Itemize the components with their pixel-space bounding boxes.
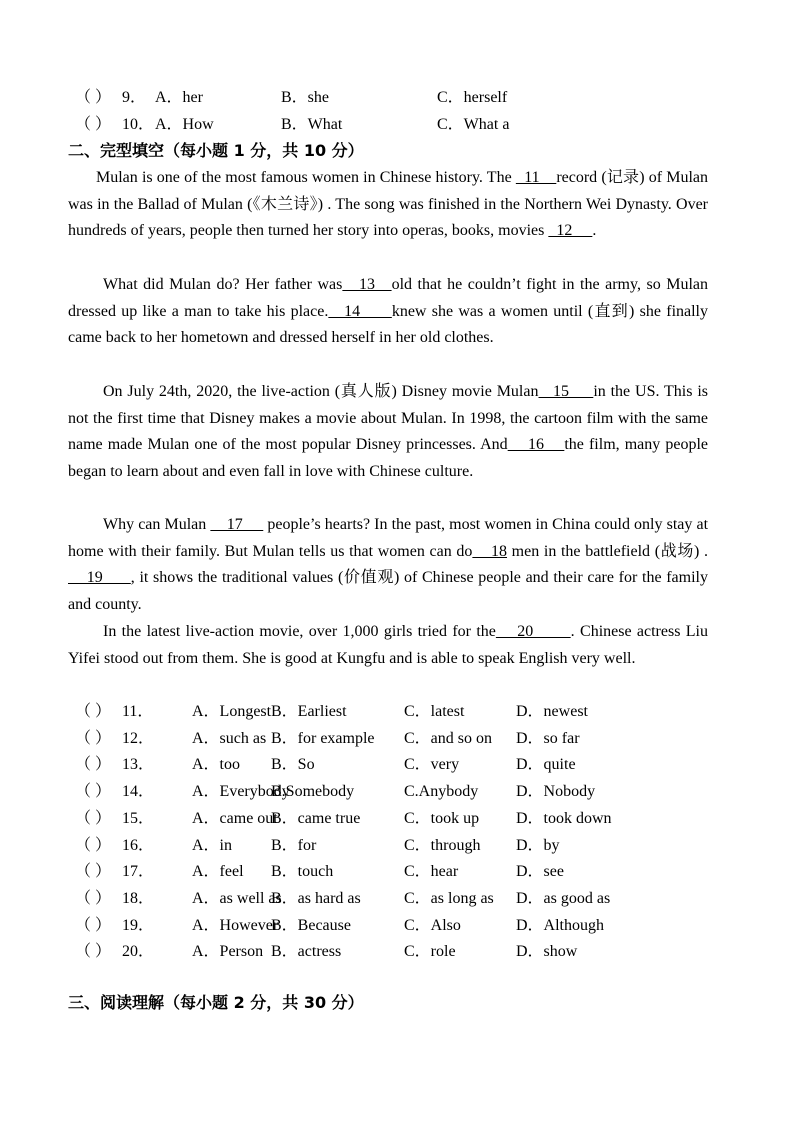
answer-paren[interactable]: （ ） <box>75 729 112 747</box>
blank-11[interactable]: 11 <box>515 169 557 186</box>
option-b[interactable]: B．Because <box>271 916 351 934</box>
blank-19[interactable]: 19 <box>68 569 131 587</box>
option-a[interactable]: A．feel <box>192 863 244 881</box>
option-b[interactable]: B．actress <box>271 943 342 961</box>
question-row <box>75 861 715 883</box>
answer-paren[interactable]: （ ） <box>75 89 112 106</box>
option-c[interactable]: C．role <box>404 943 456 961</box>
p2-text-2: old that he couldn’t fight in the army, so Mulan dressed up like a man to take his place. <box>68 276 709 320</box>
option-b[interactable]: B．she <box>281 89 330 106</box>
question-number: 18． <box>122 889 155 907</box>
option-a[interactable]: A．too <box>192 756 241 774</box>
option-d[interactable]: D．newest <box>516 703 588 720</box>
question-number: 15． <box>122 809 155 827</box>
option-b[interactable]: B．as hard as <box>271 889 361 907</box>
blank-18[interactable]: 18 <box>472 542 508 560</box>
option-a[interactable]: A．came out <box>192 809 278 827</box>
passage-paragraph-4 <box>68 512 708 619</box>
p2-text-1: What did Mulan do? Her father was <box>103 276 343 293</box>
blank-15[interactable]: 15 <box>538 383 594 400</box>
option-a[interactable]: A．as well as <box>192 889 282 907</box>
option-b[interactable]: B．So <box>271 756 315 774</box>
question-number: 14． <box>122 783 155 801</box>
option-a[interactable]: A．such as <box>192 729 267 747</box>
option-b[interactable]: B．touch <box>271 863 334 881</box>
option-c[interactable]: C．as long as <box>404 889 494 907</box>
option-a[interactable]: A．Everybody <box>192 783 290 801</box>
option-b[interactable]: B．for <box>271 836 317 854</box>
question-number: 9． <box>122 89 147 106</box>
p5-text-1: In the latest live-action movie, over 1,000 girls tried for the <box>103 623 496 640</box>
option-c[interactable]: C．took up <box>404 809 480 827</box>
passage-paragraph-2 <box>68 272 708 352</box>
option-d[interactable]: D．show <box>516 943 578 961</box>
answer-paren[interactable]: （ ） <box>75 943 112 961</box>
passage-paragraph-1 <box>68 165 708 245</box>
option-d[interactable]: D．as good as <box>516 889 611 907</box>
option-c[interactable]: C．What a <box>437 116 510 133</box>
p3-text-3: the film, many people began to learn about and even fall in love with Chinese culture. <box>68 436 709 481</box>
blank-20[interactable]: 20 <box>495 623 571 640</box>
question-number: 16． <box>122 836 155 854</box>
question-number: 11． <box>122 703 154 720</box>
passage-paragraph-3 <box>68 379 708 486</box>
answer-paren[interactable]: （ ） <box>75 116 112 133</box>
answer-paren[interactable]: （ ） <box>75 809 112 827</box>
p4-text-2: people’s hearts? In the past, most women in China could only stay at home with their family. But Mulan tells us that women can do <box>68 516 709 560</box>
question-row-10 <box>75 114 715 136</box>
question-number: 13． <box>122 756 155 774</box>
p1-text-1: Mulan is one of the most famous women in Chinese history. The <box>96 169 516 186</box>
option-c[interactable]: C.Anybody <box>404 783 479 801</box>
p4-text-4: , it shows the traditional values (价值观) of Chinese people and their care for the family and county. <box>68 569 708 614</box>
option-c[interactable]: C．latest <box>404 703 465 720</box>
blank-13[interactable]: 13 <box>342 276 392 293</box>
question-row <box>75 941 715 963</box>
answer-paren[interactable]: （ ） <box>75 863 112 881</box>
option-c[interactable]: C．Also <box>404 916 461 934</box>
option-a[interactable]: A．However <box>192 916 279 934</box>
question-row <box>75 781 715 803</box>
question-row <box>75 701 715 723</box>
section-2-heading: 二、完型填空（每小题 1 分，共 10 分） <box>68 141 364 160</box>
p3-text-1: On July 24th, 2020, the live-action (真人版) Disney movie Mulan <box>103 383 539 400</box>
option-b[interactable]: B．What <box>281 116 343 133</box>
question-row <box>75 888 715 910</box>
question-number: 19． <box>122 916 155 934</box>
question-row <box>75 754 715 776</box>
blank-12[interactable]: 12 <box>548 222 593 240</box>
blank-17[interactable]: 17 <box>210 516 264 533</box>
answer-paren[interactable]: （ ） <box>75 889 112 907</box>
option-a[interactable]: A．in <box>192 836 233 854</box>
question-row-9 <box>75 87 715 109</box>
answer-paren[interactable]: （ ） <box>75 916 112 934</box>
option-a[interactable]: A．How <box>155 116 214 133</box>
question-number: 12． <box>122 729 155 747</box>
option-d[interactable]: D．took down <box>516 809 612 827</box>
option-c[interactable]: C．and so on <box>404 729 493 747</box>
blank-16[interactable]: 16 <box>507 436 565 454</box>
section-3-heading: 三、阅读理解（每小题 2 分，共 30 分） <box>68 993 364 1012</box>
option-b[interactable]: B．Earliest <box>271 703 347 720</box>
option-b[interactable]: B．for example <box>271 729 375 747</box>
option-c[interactable]: C．very <box>404 756 460 774</box>
question-number: 10． <box>122 116 155 133</box>
option-d[interactable]: D．Although <box>516 916 605 934</box>
answer-paren[interactable]: （ ） <box>75 836 112 854</box>
p1-text-2: record (记录) of Mulan was in the Ballad of Mulan (《木兰诗》) . The song was finished in the Northern Wei Dynasty. Over hundreds of years, people then turned her story into operas, books, movies <box>68 169 708 240</box>
p4-text-1: Why can Mulan <box>103 516 211 533</box>
option-c[interactable]: C．hear <box>404 863 459 881</box>
answer-paren[interactable]: （ ） <box>75 756 112 774</box>
option-c[interactable]: C．herself <box>437 89 508 106</box>
option-d[interactable]: D．Nobody <box>516 783 596 801</box>
p5-text-2: . Chinese actress Liu Yifei stood out from them. She is good at Kungfu and is able to speak English very well. <box>68 623 708 667</box>
p1-text-3: . <box>592 222 597 240</box>
blank-14[interactable]: 14 <box>328 302 392 320</box>
option-d[interactable]: D．see <box>516 863 564 881</box>
p4-text-3: men in the battlefield (战场) . <box>507 542 709 560</box>
question-row <box>75 728 715 750</box>
option-a[interactable]: A．Longest <box>192 703 272 720</box>
question-row <box>75 915 715 937</box>
question-number: 17． <box>122 863 155 881</box>
question-row <box>75 835 715 857</box>
answer-paren[interactable]: （ ） <box>75 703 112 720</box>
option-b[interactable]: B．came true <box>271 809 361 827</box>
option-d[interactable]: D．by <box>516 836 560 854</box>
option-a[interactable]: A．Person <box>192 943 264 961</box>
question-row <box>75 808 715 830</box>
option-c[interactable]: C．through <box>404 836 481 854</box>
option-d[interactable]: D．quite <box>516 756 576 774</box>
passage-paragraph-5 <box>68 619 708 672</box>
p3-text-2: in the US. This is not the first time that Disney makes a movie about Mulan. In 1998, the cartoon film with the same name made Mulan one of the most popular Disney princesses. And <box>68 383 708 454</box>
option-b[interactable]: B.Somebody <box>271 783 355 801</box>
question-number: 20． <box>122 943 155 961</box>
p2-text-3: knew she was a women until (直到) she finally came back to her hometown and dressed herself in her old clothes. <box>68 302 709 347</box>
answer-paren[interactable]: （ ） <box>75 783 112 801</box>
option-d[interactable]: D．so far <box>516 729 580 747</box>
option-a[interactable]: A．her <box>155 89 203 106</box>
